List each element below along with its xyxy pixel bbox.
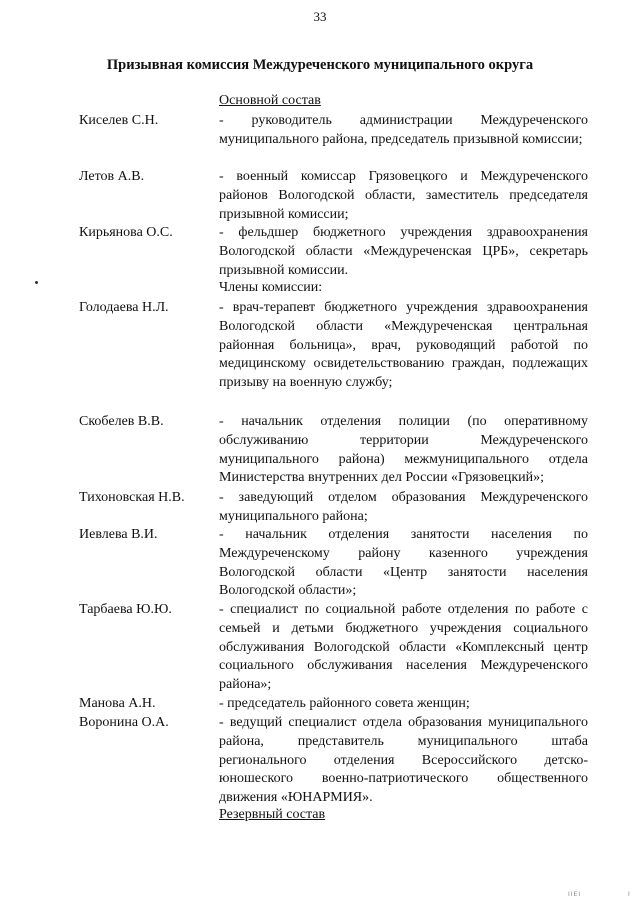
member-role: - руководитель администрации Междуреченского муниципального района, председатель призывной комиссии;: [219, 113, 588, 147]
scan-speck: [35, 281, 38, 284]
member-name: Воронина О.А.: [79, 715, 169, 730]
scan-mark: І: [628, 891, 630, 898]
scan-mark: ІІЕІ: [568, 891, 582, 898]
member-role: - председатель районного совета женщин;: [219, 696, 470, 711]
member-role: - врач-терапевт бюджетного учреждения здравоохранения Вологодской области «Междуреченская центральная районная больница», врач, руководящий работой по медицинскому освидетельствованию граждан, подлежащих призыву на военную службу;: [219, 300, 588, 391]
member-name: Летов А.В.: [79, 169, 145, 184]
member-name: Киселев С.Н.: [79, 113, 159, 128]
member-role: - военный комиссар Грязовецкого и Междуреченского районов Вологодской области, заместитель председателя призывной комиссии;: [219, 169, 588, 222]
document-title: Призывная комиссия Междуреченского муниципального округа: [106, 57, 534, 73]
member-name: Тарбаева Ю.Ю.: [79, 602, 172, 617]
reserve-section-heading: Резервный состав: [219, 807, 326, 822]
member-name: Тихоновская Н.В.: [79, 490, 185, 505]
member-name: Кирьянова О.С.: [79, 225, 173, 240]
member-role: - начальник отделения занятости населения по Междуреченскому району казенного учреждения Вологодской области «Центр занятости населения Вологодской области»;: [219, 527, 588, 599]
member-role: - специалист по социальной работе отделения по работе с семьей и детьми бюджетного учреждения социального обслуживания Вологодской области «Комплексный центр социального обслуживания населения Междуреченского района»;: [219, 602, 588, 693]
member-name: Голодаева Н.Л.: [79, 300, 169, 315]
member-role: - фельдшер бюджетного учреждения здравоохранения Вологодской области «Междуреченская ЦРБ», секретарь призывной комиссии.: [219, 225, 588, 278]
main-section-heading: Основной состав: [219, 93, 321, 108]
member-name: Манова А.Н.: [79, 696, 156, 711]
member-name: Иевлева В.И.: [79, 527, 158, 542]
member-name: Скобелев В.В.: [79, 414, 164, 429]
member-role: - заведующий отделом образования Междуреченского муниципального района;: [219, 490, 588, 524]
member-role: - ведущий специалист отдела образования муниципального района, представитель муниципального штаба регионального отделения Всероссийского детско-юношеского военно-патриотического общественного движения «ЮНАРМИЯ».: [219, 715, 588, 806]
member-role: - начальник отделения полиции (по оперативному обслуживанию территории Междуреченского муниципального района) межмуниципального отдела Министерства внутренних дел России «Грязовецкий»;: [219, 414, 588, 486]
page-number: 33: [313, 9, 327, 24]
members-label: Члены комиссии:: [219, 280, 323, 295]
